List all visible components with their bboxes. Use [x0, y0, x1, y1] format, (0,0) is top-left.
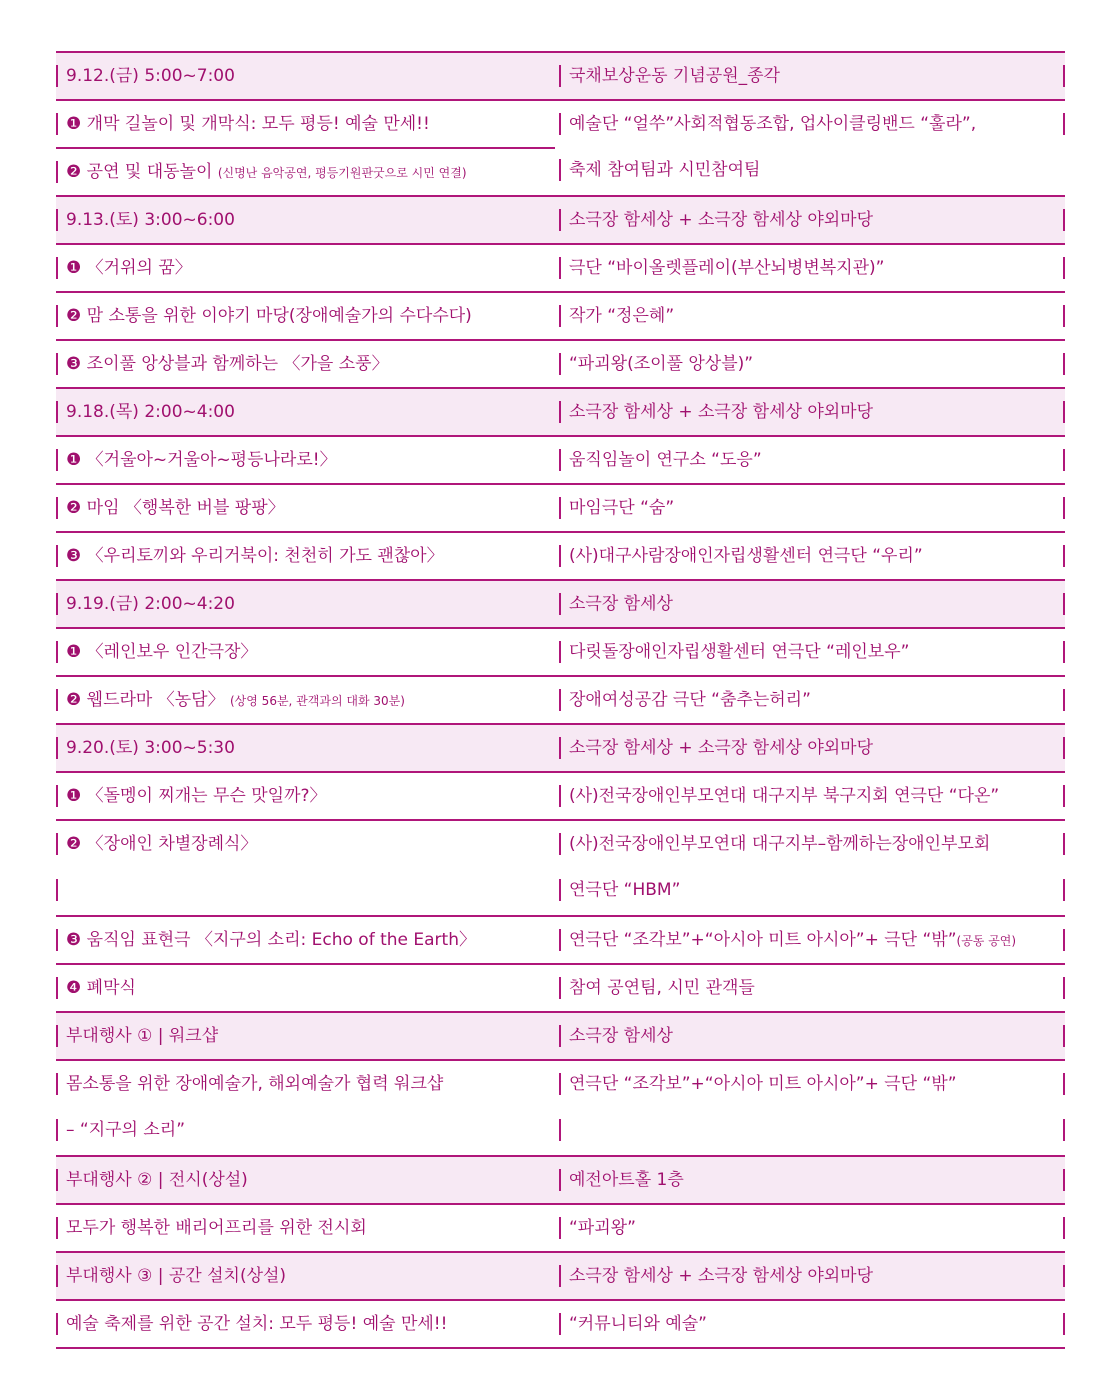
performer: 연극단 “HBM”	[569, 880, 681, 900]
program-title: ❹ 폐막식	[66, 978, 136, 998]
venue: 소극장 함세상	[569, 594, 673, 614]
performer: 연극단 “조각보”+“아시아 미트 아시아”+ 극단 “밖”	[569, 1074, 957, 1094]
program-title: ❷ 〈장애인 차별장례식〉	[66, 834, 258, 854]
venue: 소극장 함세상 + 소극장 함세상 야외마당	[569, 402, 874, 422]
program-row	[56, 245, 1065, 293]
program-row	[56, 101, 1065, 197]
program-title: ❸ 움직임 표현극 〈지구의 소리: Echo of the Earth〉	[66, 930, 476, 950]
event-header-row	[56, 1253, 1065, 1301]
program-title: – “지구의 소리”	[66, 1120, 186, 1140]
program-title: ❶ 〈거위의 꿈〉	[66, 258, 192, 278]
program-title: ❷ 맘 소통을 위한 이야기 마당(장애예술가의 수다수다)	[66, 306, 472, 326]
program-title: ❸ 조이풀 앙상블과 함께하는 〈가을 소풍〉	[66, 354, 389, 374]
program-row	[56, 485, 1065, 533]
venue: 소극장 함세상 + 소극장 함세상 야외마당	[569, 738, 874, 758]
event-header-row	[56, 1157, 1065, 1205]
event-label: 부대행사 ② | 전시(상설)	[66, 1170, 248, 1190]
program-row	[56, 629, 1065, 677]
date-time: 9.18.(목) 2:00~4:00	[66, 402, 235, 422]
date-time: 9.12.(금) 5:00~7:00	[66, 66, 235, 86]
performer: 극단 “바이올렛플레이(부산뇌병변복지관)”	[569, 258, 885, 278]
performer: 예술단 “얼쑤”사회적협동조합, 업사이클링밴드 “훌라”,	[569, 114, 977, 134]
program-title: ❷ 공연 및 대동놀이	[66, 162, 213, 182]
date-header-row	[56, 53, 1065, 101]
performer: (사)전국장애인부모연대 대구지부 북구지회 연극단 “다온”	[569, 786, 1000, 806]
date-header-row	[56, 725, 1065, 773]
date-time: 9.20.(토) 3:00~5:30	[66, 738, 235, 758]
performer-note: (공동 공연)	[956, 934, 1017, 948]
program-note: (신명난 음악공연, 평등기원판굿으로 시민 연결)	[217, 166, 467, 180]
event-label: 부대행사 ① | 워크샵	[66, 1026, 219, 1046]
performer: 연극단 “조각보”+“아시아 미트 아시아”+ 극단 “밖”	[569, 930, 957, 950]
program-title: 예술 축제를 위한 공간 설치: 모두 평등! 예술 만세!!	[66, 1314, 448, 1334]
program-row	[56, 917, 1065, 965]
performer: 움직임놀이 연구소 “도응”	[569, 450, 762, 470]
performer: (사)대구사람장애인자립생활센터 연극단 “우리”	[569, 546, 923, 566]
program-row	[56, 293, 1065, 341]
performer: 다릿돌장애인자립생활센터 연극단 “레인보우”	[569, 642, 910, 662]
program-title: ❸ 〈우리토끼와 우리거북이: 천천히 가도 괜찮아〉	[66, 546, 444, 566]
program-title: 몸소통을 위한 장애예술가, 해외예술가 협력 워크샵	[66, 1074, 444, 1094]
program-title: ❶ 〈돌멩이 찌개는 무슨 맛일까?〉	[66, 786, 327, 806]
program-row	[56, 437, 1065, 485]
venue: 예전아트홀 1층	[569, 1170, 684, 1190]
performer: (사)전국장애인부모연대 대구지부–함께하는장애인부모회	[569, 834, 991, 854]
performer: “커뮤니티와 예술”	[569, 1314, 707, 1334]
date-header-row	[56, 581, 1065, 629]
program-note: (상영 56분, 관객과의 대화 30분)	[230, 694, 405, 708]
program-title: 모두가 행복한 배리어프리를 위한 전시회	[66, 1218, 367, 1238]
venue: 소극장 함세상 + 소극장 함세상 야외마당	[569, 210, 874, 230]
program-row	[56, 1205, 1065, 1253]
program-title: ❷ 마임 〈행복한 버블 팡팡〉	[66, 498, 285, 518]
program-row	[56, 1301, 1065, 1349]
program-row	[56, 965, 1065, 1013]
program-row	[56, 533, 1065, 581]
date-time: 9.19.(금) 2:00~4:20	[66, 594, 235, 614]
performer: “파괴왕”	[569, 1218, 636, 1238]
date-time: 9.13.(토) 3:00~6:00	[66, 210, 235, 230]
program-row	[56, 341, 1065, 389]
performer: 장애여성공감 극단 “춤추는허리”	[569, 690, 811, 710]
date-header-row	[56, 389, 1065, 437]
program-title: ❶ 〈레인보우 인간극장〉	[66, 642, 258, 662]
performer: 축제 참여팀과 시민참여팀	[569, 160, 761, 180]
venue: 소극장 함세상 + 소극장 함세상 야외마당	[569, 1266, 874, 1286]
program-title: ❶ 〈거울아~거울아~평등나라로!〉	[66, 450, 337, 470]
performer: “파괴왕(조이풀 앙상블)”	[569, 354, 754, 374]
event-label: 부대행사 ③ | 공간 설치(상설)	[66, 1266, 287, 1286]
program-row	[56, 677, 1065, 725]
program-title: ❶ 개막 길놀이 및 개막식: 모두 평등! 예술 만세!!	[66, 114, 430, 134]
program-row	[56, 773, 1065, 821]
program-title: ❷ 웹드라마 〈농담〉	[66, 690, 225, 710]
venue: 소극장 함세상	[569, 1026, 673, 1046]
performer: 참여 공연팀, 시민 관객들	[569, 978, 755, 998]
schedule-table	[56, 51, 1065, 1349]
venue: 국채보상운동 기념공원_종각	[569, 66, 780, 86]
performer: 작가 “정은혜”	[569, 306, 675, 326]
event-header-row	[56, 1013, 1065, 1061]
date-header-row	[56, 197, 1065, 245]
performer: 마임극단 “숨”	[569, 498, 675, 518]
program-row	[56, 1061, 1065, 1157]
program-row	[56, 821, 1065, 917]
